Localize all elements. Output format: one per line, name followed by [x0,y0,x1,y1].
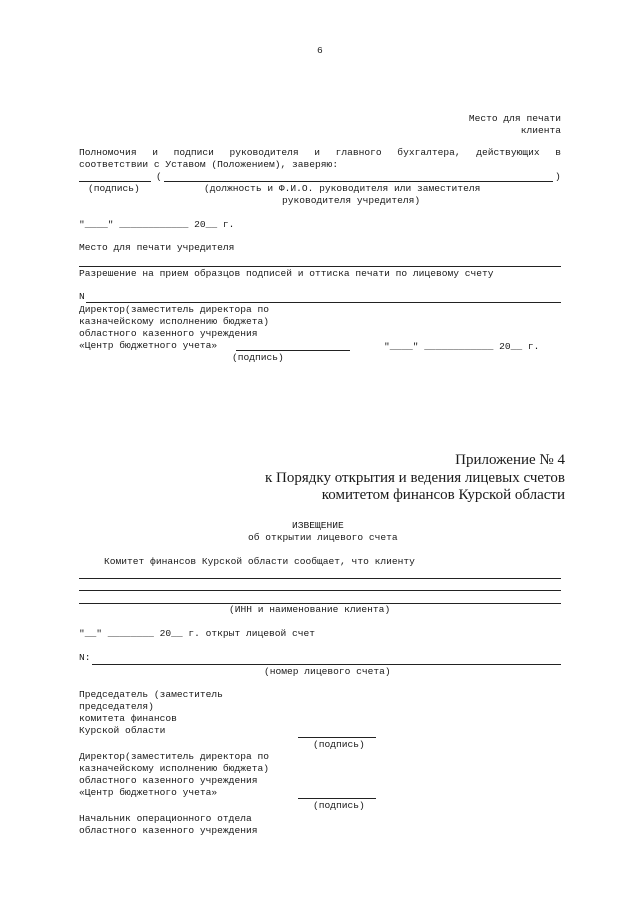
founder-stamp-label: Место для печати учредителя [79,242,235,253]
chief-title-2: областного казенного учреждения [79,825,258,836]
client-line-2 [79,590,561,591]
chair-title-3: комитета финансов [79,713,177,724]
signature-line [79,181,151,182]
signature-caption: (подпись) [88,183,140,194]
open-paren: ( [156,171,162,182]
close-paren: ) [555,171,561,182]
chair-title: Председатель (заместитель [79,689,223,700]
chair-signature-caption: (подпись) [313,739,365,750]
director-title-2: казначейскому исполнению бюджета) [79,316,269,327]
chair-signature-line [298,737,376,738]
inn-caption: (ИНН и наименование клиента) [229,604,391,615]
client-stamp-label-2: клиента [520,125,561,136]
director-date: "____" ____________ 20__ г. [384,341,540,352]
permission-text: Разрешение на прием образцов подписей и оттиска печати по лицевому счету [79,268,494,279]
director-signature-line [236,350,350,351]
authority-text-2: соответствии с Уставом (Положением), заверяю: [79,159,339,170]
director-title: Директор(заместитель директора по [79,304,269,315]
notice-director-title-2: казначейскому исполнению бюджета) [79,763,269,774]
notice-director-title: Директор(заместитель директора по [79,751,269,762]
notice-title: ИЗВЕЩЕНИЕ [292,520,344,531]
notice-intro: Комитет финансов Курской области сообщает, что клиенту [104,556,415,567]
chair-title-4: Курской области [79,725,166,736]
notice-subtitle: об открытии лицевого счета [248,532,398,543]
appendix-line-3: комитетом финансов Курской области [321,487,565,503]
director-title-4: «Центр бюджетного учета» [79,340,218,351]
account-number-line [92,664,561,665]
notice-director-title-4: «Центр бюджетного учета» [79,787,218,798]
appendix-title: Приложение № 4 [455,452,565,468]
notice-director-signature-line [298,798,376,799]
date-line: "____" ____________ 20__ г. [79,219,235,230]
director-title-3: областного казенного учреждения [79,328,258,339]
client-stamp-label: Место для печати [468,113,561,124]
account-number-caption: (номер лицевого счета) [264,666,391,677]
notice-director-signature-caption: (подпись) [313,800,365,811]
client-line-1 [79,578,561,579]
position-line [164,181,553,182]
chair-title-2: председателя) [79,701,154,712]
number-label: N [79,291,85,302]
date-opened: "__" ________ 20__ г. открыт лицевой счет [79,628,316,639]
director-signature-caption: (подпись) [232,352,284,363]
authority-text: Полномочия и подписи руководителя и главного бухгалтера, действующих в [79,147,561,158]
position-caption: (должность и Ф.И.О. руководителя или заместителя [204,183,481,194]
number-line [86,302,561,303]
appendix-line-2: к Порядку открытия и ведения лицевых счетов [264,470,565,486]
page-number: 6 [317,45,323,56]
separator-line [79,266,561,267]
account-number-label: N: [79,652,91,663]
position-caption-2: руководителя учредителя) [282,195,421,206]
chief-title: Начальник операционного отдела [79,813,252,824]
notice-director-title-3: областного казенного учреждения [79,775,258,786]
